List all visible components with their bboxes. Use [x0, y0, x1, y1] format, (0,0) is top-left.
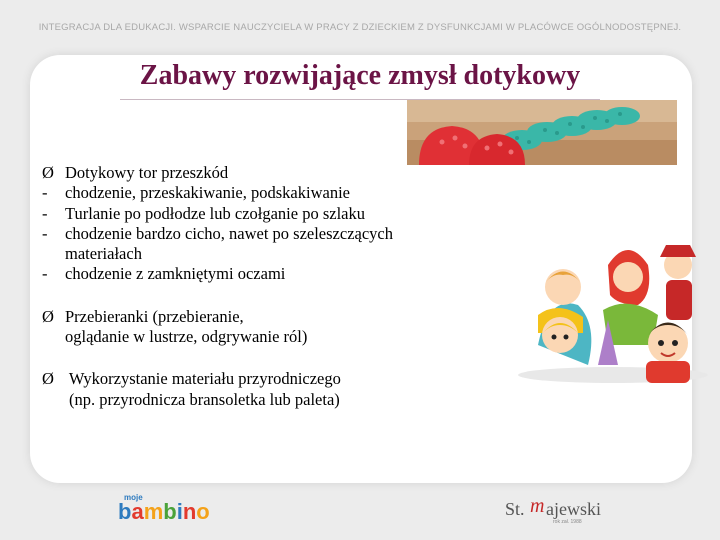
bullet-item [42, 307, 482, 327]
bullet-item [42, 369, 482, 389]
costume-kids-illustration [518, 225, 708, 383]
bullet-text: Przebieranki (przebieranie, [65, 306, 244, 326]
slide-title: Zabawy rozwijające zmysł dotykowy [139, 60, 581, 91]
moje-bambino-logo [110, 493, 230, 525]
bullet-item [42, 163, 482, 183]
logo-letter: a [131, 499, 144, 524]
page-header [0, 0, 720, 60]
dash-marker: - [42, 203, 48, 223]
logo-st: St. [505, 499, 525, 519]
dash-marker: - [42, 183, 48, 203]
logo-letter: n [182, 499, 197, 524]
dash-text-continuation: materiałach [65, 244, 142, 264]
logo-letter: b [118, 499, 132, 524]
logo-letters [118, 499, 210, 525]
logo-m-icon: m [530, 495, 545, 517]
slide-content [42, 163, 482, 410]
dash-item [42, 224, 482, 244]
logo-letter: m [143, 499, 164, 524]
bullet-arrow-icon: Ø [42, 306, 54, 326]
header-text: INTEGRACJA DLA EDUKACJI. WSPARCIE NAUCZYCIELA W PRACY Z DZIECKIEM Z DYSFUNKCJAMI W PLACÓWCE OGÓLNODOSTĘPNEJ. [38, 22, 682, 33]
logo-small-text: moje [124, 493, 143, 502]
dash-marker: - [42, 223, 48, 243]
bullet-text-continuation: oglądanie w lustrze, odgrywanie ról) [65, 327, 308, 347]
bullet-arrow-icon: Ø [42, 369, 54, 389]
logo-letter: b [163, 499, 177, 524]
logo-letter: i [176, 499, 183, 524]
dash-item [42, 183, 482, 203]
dash-text: chodzenie bardzo cicho, nawet po szeleszczących [65, 223, 393, 243]
dash-text: chodzenie z zamkniętymi oczami [65, 264, 286, 284]
dash-item [42, 204, 482, 224]
logo-sub: rok zał. 1988 [553, 519, 582, 525]
bullet-text: Wykorzystanie materiału przyrodniczego [65, 369, 341, 389]
st-majewski-logo [505, 495, 615, 525]
dash-text: Turlanie po podłodze lub czołganie po szlaku [65, 203, 365, 223]
logo-letter: o [196, 499, 210, 524]
dash-item [42, 264, 482, 284]
bullet-text: Dotykowy tor przeszkód [65, 163, 229, 182]
bullet-arrow-icon: Ø [42, 163, 54, 182]
sensory-path-photo [407, 100, 677, 165]
dash-text: chodzenie, przeskakiwanie, podskakiwanie [65, 183, 350, 203]
bullet-text-continuation: (np. przyrodnicza bransoletka lub paleta) [69, 389, 340, 409]
logo-name: ajewski [546, 499, 601, 519]
dash-marker: - [42, 264, 48, 284]
